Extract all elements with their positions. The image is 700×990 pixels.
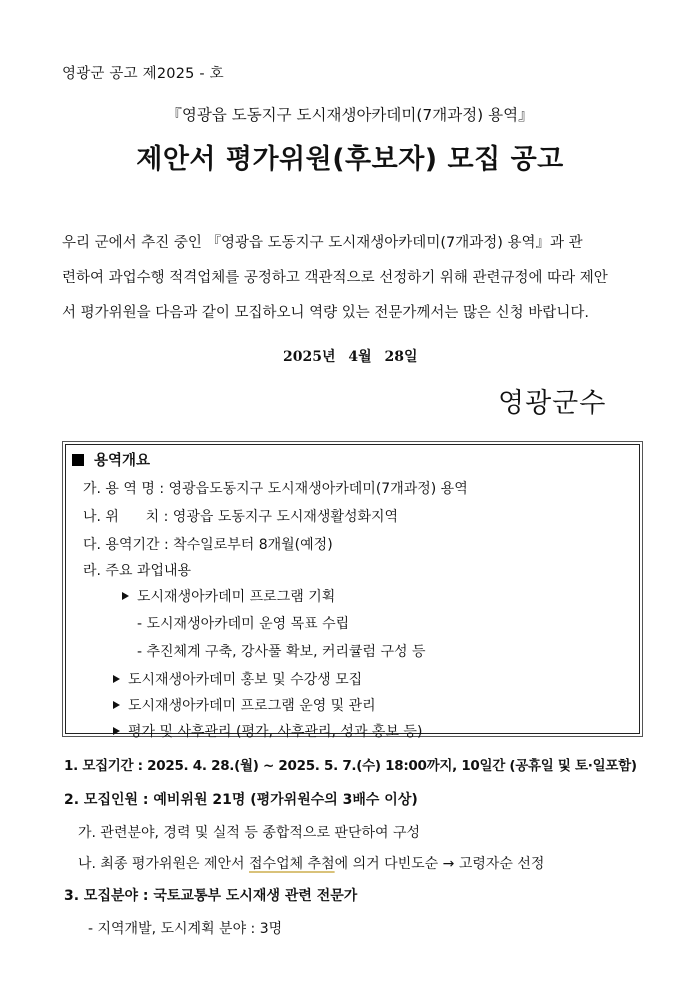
project-title: 『영광읍 도동지구 도시재생아카데미(7개과정) 용역』 (166, 106, 534, 124)
overview-heading (72, 449, 150, 470)
recruitment-period: 1. 모집기간 : 2025. 4. 28.(월) ~ 2025. 5. 7.(수) 18:00까지, 10일간 (공휴일 및 토·일포함) (64, 758, 637, 774)
black-square-icon (72, 454, 84, 466)
notice-date: 2025년 4월 28일 (283, 349, 418, 365)
overview-item-period: 다. 용역기간 : 착수일로부터 8개월(예정) (83, 537, 333, 553)
triangle-bullet-icon (113, 675, 120, 683)
overview-item-tasks: 라. 주요 과업내용 (83, 563, 192, 579)
recruitment-members: 2. 모집인원 : 예비위원 21명 (평가위원수의 3배수 이상) (64, 792, 418, 808)
intro-line: 련하여 과업수행 적격업체를 공정하고 객관적으로 선정하기 위해 관련규정에 따라 제안 (62, 270, 608, 286)
triangle-bullet-icon (122, 592, 129, 600)
members-sub-a: 가. 관련분야, 경력 및 실적 등 종합적으로 판단하여 구성 (78, 825, 421, 841)
intro-paragraph (62, 226, 644, 331)
triangle-bullet-icon (113, 727, 120, 735)
task-item: 도시재생아카데미 프로그램 운영 및 관리 (113, 695, 376, 715)
overview-heading-text: 용역개요 (94, 453, 151, 469)
task-item: 도시재생아카데미 프로그램 기획 (122, 586, 335, 606)
notice-number: 영광군 공고 제2025 - 호 (62, 66, 224, 82)
recruitment-field: 3. 모집분야 : 국토교통부 도시재생 관련 전문가 (64, 888, 358, 904)
members-sub-b: 나. 최종 평가위원은 제안서 접수업체 추첨에 의거 다빈도순 → 고령자순 선정 (78, 856, 545, 872)
overview-item-name: 가. 용 역 명 : 영광읍도동지구 도시재생아카데미(7개과정) 용역 (83, 481, 468, 497)
page-title: 제안서 평가위원(후보자) 모집 공고 (136, 144, 564, 175)
triangle-bullet-icon (113, 701, 120, 709)
intro-line: 우리 군에서 추진 중인 『영광읍 도동지구 도시재생아카데미(7개과정) 용역』과 관 (62, 235, 583, 251)
task-subitem: - 도시재생아카데미 운영 목표 수립 (137, 616, 350, 632)
overview-box (62, 441, 643, 740)
field-sub: - 지역개발, 도시계획 분야 : 3명 (88, 921, 283, 937)
intro-line: 서 평가위원을 다음과 같이 모집하오니 역량 있는 전문가께서는 많은 신청 바랍니다. (62, 305, 589, 321)
task-subitem: - 추진체계 구축, 강사풀 확보, 커리큘럼 구성 등 (137, 644, 426, 660)
task-item: 평가 및 사후관리 (평가, 사후관리, 성과 홍보 등) (113, 721, 422, 741)
overview-item-location: 나. 위 치 : 영광읍 도동지구 도시재생활성화지역 (83, 509, 399, 525)
signer: 영광군수 (498, 388, 607, 419)
highlighted-phrase: 접수업체 추첨 (249, 856, 335, 872)
task-item: 도시재생아카데미 홍보 및 수강생 모집 (113, 669, 362, 689)
